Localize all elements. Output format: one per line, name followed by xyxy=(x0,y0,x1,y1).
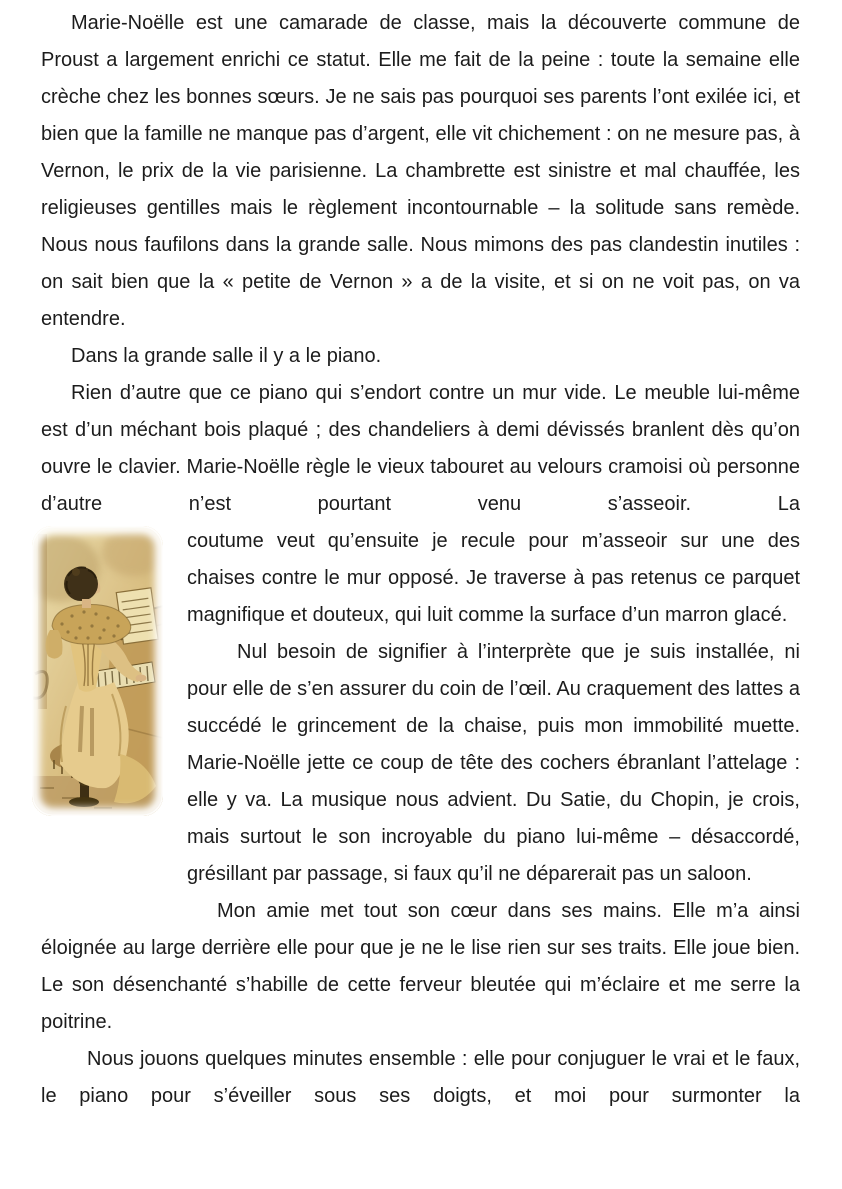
paragraph-marie-noelle: Marie-Noëlle est une camarade de classe, mais la découverte commune de Proust a largement enrichi ce statut. Elle me fait de la peine : toute la semaine elle crèche chez les bonnes sœurs. Je ne sais pas pourquoi ses parents l’ont exilée ici, et bien que la famille ne manque pas d’argent, elle vit chichement : on ne mesure pas, à Vernon, le prix de la vie parisienne. La chambrette est sinistre et mal chauffée, les religieuses gentilles mais le règlement incontournable – la solitude sans remède. Nous nous faufilons dans la grande salle. Nous mimons des pas clandestin inutiles : on sait bien que la « petite de Vernon » a de la visite, et si on ne voit pas, on va entendre. xyxy=(41,12,800,330)
paragraph-piano-beside-image: coutume veut qu’ensuite je recule pour m’asseoir sur une des chaises contre le mur opposé. Je traverse à pas retenus ce parquet magnifique et douteux, qui luit comme la surface d’un marron glacé. xyxy=(187,530,800,626)
paragraph-piano-before-image: Rien d’autre que ce piano qui s’endort contre un mur vide. Le meuble lui-même est d’un méchant bois plaqué ; des chandeliers à demi dévissés branlent dès qu’on ouvre le clavier. Marie-Noëlle règle le vieux tabouret au velours cramoisi où personne d’autre n’est pourtant venu s’asseoir. La xyxy=(41,382,800,515)
image-text-wrap-section xyxy=(41,523,800,1115)
paragraph-nous-jouons: Nous jouons quelques minutes ensemble : elle pour conjuguer le vrai et le faux, le piano pour s’éveiller sous ses doigts, et moi pour surmonter la xyxy=(41,1048,800,1107)
woman-at-piano-engraving-icon xyxy=(32,526,163,816)
paragraph-nul-besoin: Nul besoin de signifier à l’interprète que je suis installée, ni pour elle de s’en assurer du coin de l’œil. Au craquement des lattes a succédé le grincement de la chaise, puis mon immobilité muette. Marie-Noëlle jette ce coup de tête des cochers ébranlant l’attelage : elle y va. La musique nous advient. Du Satie, du Chopin, je crois, mais surtout le son incroyable du piano lui-même – désaccordé, grésillant par passage, si faux qu’il ne déparerait pas un saloon. xyxy=(187,641,800,885)
paragraph-grande-salle: Dans la grande salle il y a le piano. xyxy=(71,345,382,367)
woman-at-piano-illustration xyxy=(32,526,163,816)
paragraph-mon-amie: Mon amie met tout son cœur dans ses mains. Elle m’a ainsi éloignée au large derrière elle pour que je ne le lise rien sur ses traits. Elle joue bien. Le son désenchanté s’habille de cette ferveur bleutée qui m’éclaire et me serre la poitrine. xyxy=(41,900,800,1033)
